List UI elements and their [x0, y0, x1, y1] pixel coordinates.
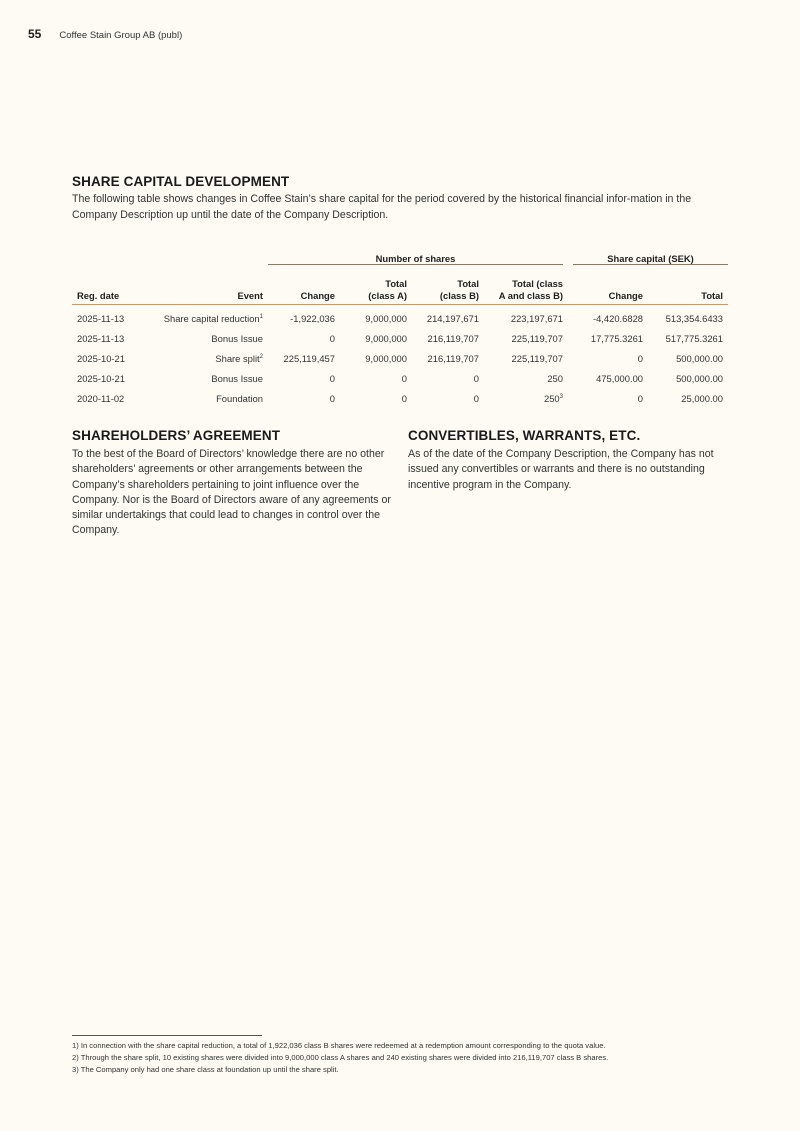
- footnote-ref: 2: [259, 353, 263, 360]
- cell-change: 0: [329, 372, 335, 384]
- cell-capital-change: 0: [637, 352, 643, 364]
- cell-capital-total: 513,354.6433: [665, 312, 723, 324]
- cell-change: 0: [329, 392, 335, 404]
- cell-class-a: 9,000,000: [365, 352, 407, 364]
- cell-total: 250: [547, 372, 563, 384]
- table-row: [72, 388, 728, 408]
- shareholders-agreement-body: To the best of the Board of Directors’ knowledge there are no other shareholders’ agreements or other arrangements between the Company’s shareholders pertaining to joint influence over the Company. Nor is the Board of Directors aware of any agreements or similar undertakings that could lead to changes in control over the Company.: [72, 448, 391, 537]
- cell-reg-date: 2025-11-13: [77, 312, 125, 324]
- footnote-2: 2) Through the share split, 10 existing shares were divided into 9,000,000 class A shares and 240 existing shares were divided into 216,119,707 class B shares.: [72, 1053, 609, 1063]
- company-name: Coffee Stain Group AB (publ): [59, 30, 183, 41]
- shareholders-agreement-title: SHAREHOLDERS’ AGREEMENT: [72, 428, 281, 443]
- cell-class-b: 216,119,707: [427, 332, 479, 344]
- shareholders-agreement-section: [72, 428, 392, 539]
- col-header-capital-total: Total: [648, 265, 728, 305]
- col-header-reg-date: Reg. date: [72, 265, 134, 305]
- col-header-total-ab: Total (class A and class B): [484, 265, 568, 305]
- cell-class-b: 0: [473, 392, 479, 404]
- col-header-total-class-a: Total (class A): [340, 265, 412, 305]
- cell-change: -1,922,036: [290, 312, 335, 324]
- cell-reg-date: 2025-10-21: [77, 352, 125, 364]
- cell-total: $250^3$: [544, 392, 563, 404]
- table-group-header-row: [72, 246, 728, 265]
- share-capital-intro: The following table shows changes in Coffee Stain’s share capital for the period covered by the historical financial infor-mation in the Company Description up until the date of the Company Description.: [72, 193, 692, 221]
- cell-capital-total: 25,000.00: [681, 392, 723, 404]
- col-header-change: Change: [268, 265, 340, 305]
- cell-change: 225,119,457: [283, 352, 335, 364]
- cell-change: 0: [329, 332, 335, 344]
- cell-event: Share split$^2$: [215, 352, 263, 364]
- cell-total: 223,197,671: [510, 312, 563, 324]
- footnote-ref: 3: [559, 393, 563, 400]
- page-number: 55: [28, 27, 42, 41]
- cell-event: Foundation: [216, 392, 263, 404]
- convertibles-title: CONVERTIBLES, WARRANTS, ETC.: [408, 428, 641, 443]
- cell-class-a: 0: [401, 392, 407, 404]
- share-capital-table: [72, 246, 728, 408]
- cell-event: Share capital reduction$^1$: [163, 312, 263, 324]
- cell-class-b: 0: [473, 372, 479, 384]
- cell-capital-change: 17,775.3261: [590, 332, 643, 344]
- col-header-capital-change: Change: [568, 265, 648, 305]
- cell-class-a: 9,000,000: [365, 332, 407, 344]
- footnotes: [72, 1040, 752, 1077]
- page-header: [28, 27, 182, 41]
- cell-capital-total: 500,000.00: [676, 352, 723, 364]
- cell-total: 225,119,707: [511, 352, 563, 364]
- convertibles-section: [408, 428, 728, 493]
- col-header-event: Event: [134, 265, 268, 305]
- share-capital-title: SHARE CAPITAL DEVELOPMENT: [72, 174, 290, 189]
- cell-event: Bonus Issue: [211, 372, 263, 384]
- footnote-1: 1) In connection with the share capital reduction, a total of 1,922,036 class B shares were redeemed at a redemption amount corresponding to the quota value.: [72, 1041, 606, 1050]
- convertibles-body: As of the date of the Company Description, the Company has not issued any convertibles or warrants and there is no outstanding incentive program in the Company.: [408, 448, 714, 491]
- cell-capital-change: -4,420.6828: [592, 312, 643, 324]
- cell-capital-change: 475,000.00: [596, 372, 643, 384]
- footnote-3: 3) The Company only had one share class at foundation up until the share split.: [72, 1065, 339, 1075]
- group-header-shares: Number of shares: [268, 246, 568, 265]
- table-row: [72, 305, 728, 329]
- share-capital-section: [72, 174, 722, 223]
- footnote-divider: [72, 1035, 262, 1036]
- share-capital-table-container: [72, 246, 728, 408]
- cell-class-a: 0: [401, 372, 407, 384]
- cell-total: 225,119,707: [511, 332, 563, 344]
- cell-reg-date: 2020-11-02: [77, 392, 125, 404]
- footnote-ref: 1: [259, 313, 263, 320]
- table-row: [72, 328, 728, 348]
- cell-event: Bonus Issue: [211, 332, 263, 344]
- cell-capital-change: 0: [637, 392, 643, 404]
- col-header-total-class-b: Total (class B): [412, 265, 484, 305]
- cell-capital-total: 517,775.3261: [665, 332, 723, 344]
- cell-reg-date: 2025-11-13: [77, 332, 125, 344]
- cell-capital-total: 500,000.00: [676, 372, 723, 384]
- table-row: [72, 348, 728, 368]
- table-header-row: [72, 265, 728, 305]
- cell-class-b: 216,119,707: [427, 352, 479, 364]
- cell-reg-date: 2025-10-21: [77, 372, 125, 384]
- cell-class-b: 214,197,671: [426, 312, 479, 324]
- cell-class-a: 9,000,000: [365, 312, 407, 324]
- table-row: [72, 368, 728, 388]
- group-header-capital: Share capital (SEK): [568, 246, 728, 265]
